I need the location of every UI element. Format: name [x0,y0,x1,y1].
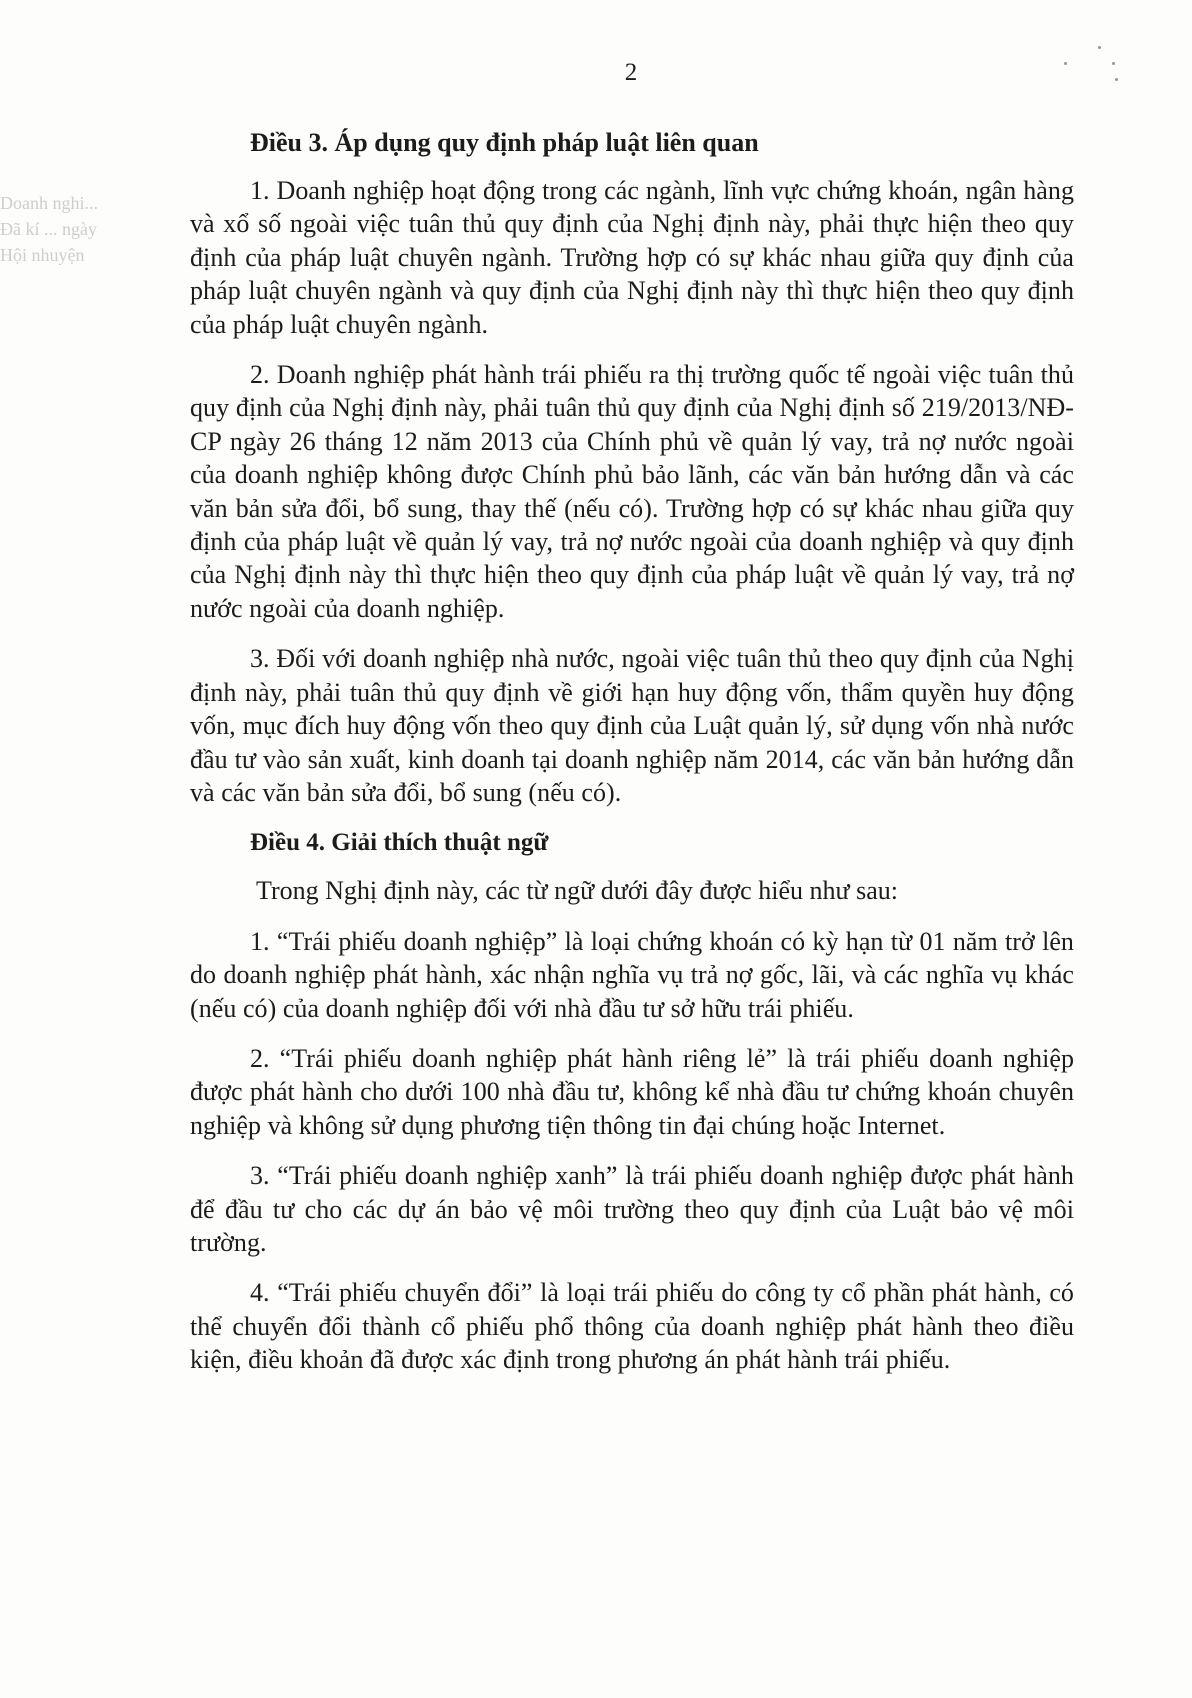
margin-stamp-line: Đã kí ... ngày [0,219,97,239]
margin-stamp-line: Doanh nghi... [0,193,98,213]
article-4-intro: Trong Nghị định này, các từ ngữ dưới đây được hiểu như sau: [256,876,898,906]
article-3-clause-1: 1. Doanh nghiệp hoạt động trong các ngành, lĩnh vực chứng khoán, ngân hàng và xổ số ngoài việc tuân thủ quy định của Nghị định này, phải thực hiện theo quy định của pháp luật chuyên ngành. Trường hợp có sự khác nhau giữa quy định của pháp luật chuyên ngành và quy định của Nghị định này thì thực hiện theo quy định của pháp luật chuyên ngành. [190,176,1074,339]
article-4-definition-1: 1. “Trái phiếu doanh nghiệp” là loại chứng khoán có kỳ hạn từ 01 năm trở lên do doanh nghiệp phát hành, xác nhận nghĩa vụ trả nợ gốc, lãi, và các nghĩa vụ khác (nếu có) của doanh nghiệp đối với nhà đầu tư sở hữu trái phiếu. [190,926,1074,1023]
article-4-definition-4: 4. “Trái phiếu chuyển đổi” là loại trái phiếu do công ty cổ phần phát hành, có thể chuyển đổi thành cổ phiếu phổ thông của doanh nghiệp phát hành theo điều kiện, điều khoản đã được xác định trong phương án phát hành trái phiếu. [190,1278,1074,1375]
article-4-heading: Điều 4. Giải thích thuật ngữ [250,829,549,857]
margin-stamp-line: Hội nhuyện [0,245,85,265]
scan-speck [1064,62,1067,65]
scan-speck [1098,46,1101,49]
scan-speck [1115,78,1118,81]
scan-speck [1112,62,1115,65]
article-4-definition-3: 3. “Trái phiếu doanh nghiệp xanh” là trái phiếu doanh nghiệp được phát hành để đầu tư cho các dự án bảo vệ môi trường theo quy định của Luật bảo vệ môi trường. [190,1161,1074,1257]
article-4-definition-2: 2. “Trái phiếu doanh nghiệp phát hành riêng lẻ” là trái phiếu doanh nghiệp được phát hành cho dưới 100 nhà đầu tư, không kể nhà đầu tư chứng khoán chuyên nghiệp và không sử dụng phương tiện thông tin đại chúng hoặc Internet. [190,1043,1074,1140]
article-3-heading: Điều 3. Áp dụng quy định pháp luật liên quan [250,128,759,157]
margin-stamp-faint [0,190,160,268]
article-3-clause-2: 2. Doanh nghiệp phát hành trái phiếu ra thị trường quốc tế ngoài việc tuân thủ quy định của Nghị định này, phải tuân thủ quy định của Nghị định số 219/2013/NĐ-CP ngày 26 tháng 12 năm 2013 của Chính phủ về quản lý vay, trả nợ nước ngoài của doanh nghiệp không được Chính phủ bảo lãnh, các văn bản hướng dẫn và các văn bản sửa đổi, bổ sung, thay thế (nếu có). Trường hợp có sự khác nhau giữa quy định của pháp luật về quản lý vay, trả nợ nước ngoài của doanh nghiệp và quy định của Nghị định này thì thực hiện theo quy định của pháp luật về quản lý vay, trả nợ nước ngoài của doanh nghiệp. [190,360,1074,623]
page-number: 2 [624,59,638,86]
article-3-clause-3: 3. Đối với doanh nghiệp nhà nước, ngoài việc tuân thủ theo quy định của Nghị định này, phải tuân thủ quy định về giới hạn huy động vốn, thẩm quyền huy động vốn, mục đích huy động vốn theo quy định của Luật quản lý, sử dụng vốn nhà nước đầu tư vào sản xuất, kinh doanh tại doanh nghiệp năm 2014, các văn bản hướng dẫn và các văn bản sửa đổi, bổ sung (nếu có). [190,644,1074,807]
document-body [190,126,1074,1394]
